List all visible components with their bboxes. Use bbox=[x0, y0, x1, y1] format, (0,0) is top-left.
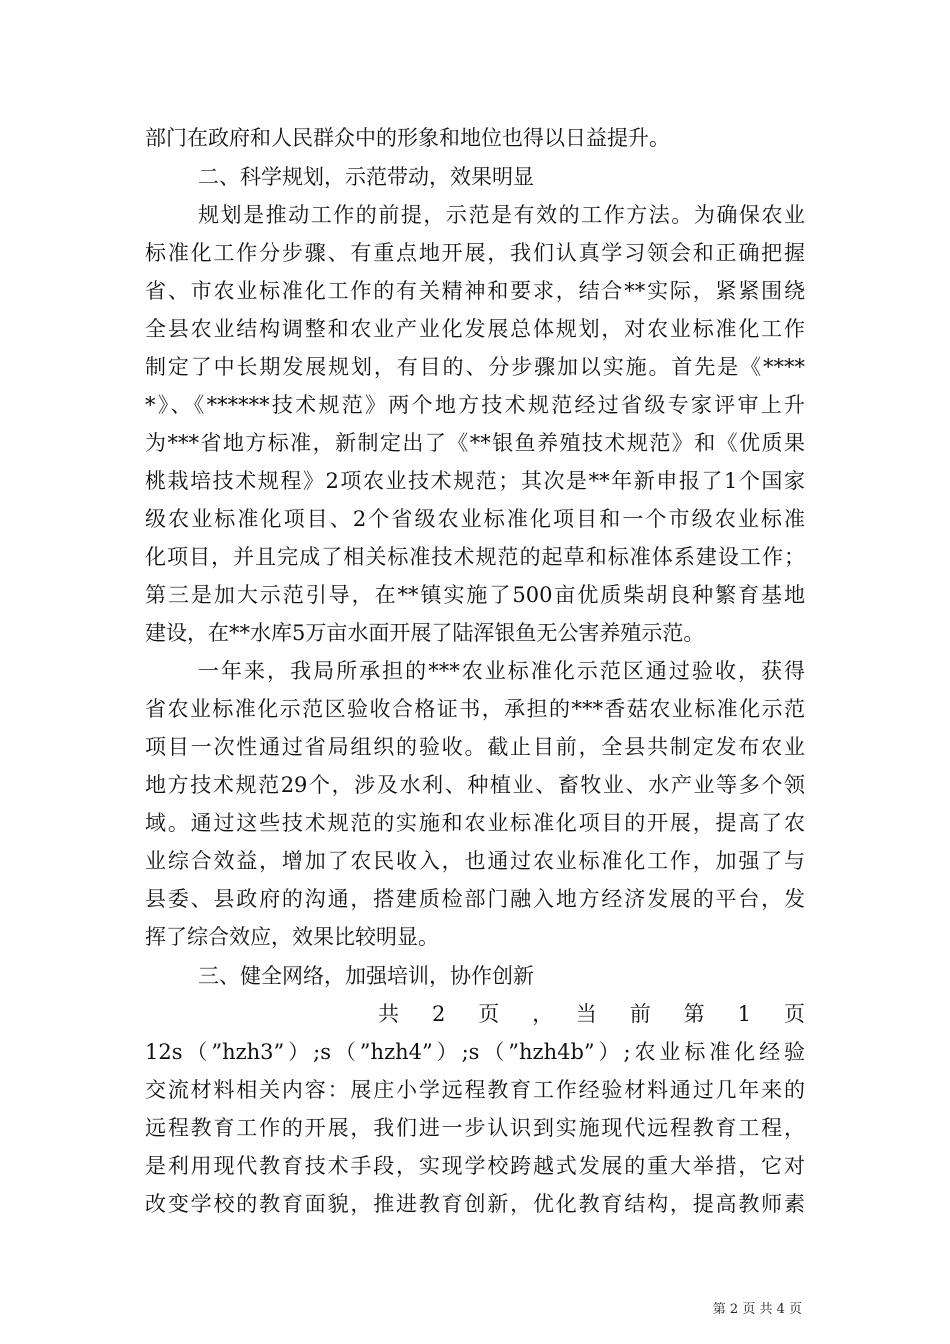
page-count-line: 共 2 页 ， 当 前 第 1 页 bbox=[378, 1002, 805, 1026]
text-line: 远程教育工作的开展，我们进一步认识到实施现代远程教育工程， bbox=[145, 1116, 805, 1140]
section-heading: 二、科学规划，示范带动，效果明显 bbox=[198, 165, 534, 189]
text-line: 部门在政府和人民群众中的形象和地位也得以日益提升。 bbox=[145, 126, 670, 150]
text-line: 第三是加大示范引导，在**镇实施了500亩优质柴胡良种繁育基地 bbox=[145, 583, 805, 607]
text-line: 化项目，并且完成了相关标准技术规范的起草和标准体系建设工作； bbox=[145, 545, 805, 569]
text-line: 为***省地方标准，新制定出了《**银鱼养殖技术规范》和《优质果 bbox=[145, 431, 805, 455]
text-line: 挥了综合效应，效果比较明显。 bbox=[145, 925, 439, 949]
text-line: 全县农业结构调整和农业产业化发展总体规划，对农业标准化工作 bbox=[145, 317, 805, 341]
text-line: 省、市农业标准化工作的有关精神和要求，结合**实际，紧紧围绕 bbox=[145, 279, 805, 303]
text-line: 标准化工作分步骤、有重点地开展，我们认真学习领会和正确把握 bbox=[145, 241, 805, 265]
text-line: 级农业标准化项目、2个省级农业标准化项目和一个市级农业标准 bbox=[145, 507, 805, 531]
text-line: 业综合效益，增加了农民收入，也通过农业标准化工作，加强了与 bbox=[145, 849, 805, 873]
text-line: 地方技术规范29个，涉及水利、种植业、畜牧业、水产业等多个领 bbox=[145, 773, 805, 797]
section-heading: 三、健全网络，加强培训，协作创新 bbox=[198, 964, 534, 988]
text-line: 桃栽培技术规程》2项农业技术规范；其次是**年新申报了1个国家 bbox=[145, 469, 805, 493]
text-line: 改变学校的教育面貌，推进教育创新，优化教育结构，提高教师素 bbox=[145, 1192, 805, 1216]
text-line: 交流材料相关内容：展庄小学远程教育工作经验材料通过几年来的 bbox=[145, 1078, 805, 1102]
text-line: 一年来，我局所承担的***农业标准化示范区通过验收，获得 bbox=[198, 659, 805, 683]
text-line: 建设，在**水库5万亩水面开展了陆浑银鱼无公害养殖示范。 bbox=[145, 621, 705, 645]
text-line: 制定了中长期发展规划，有目的、分步骤加以实施。首先是《**** bbox=[145, 355, 805, 379]
text-line: 规划是推动工作的前提，示范是有效的工作方法。为确保农业 bbox=[198, 203, 805, 227]
text-line: 域。通过这些技术规范的实施和农业标准化项目的开展，提高了农 bbox=[145, 811, 805, 835]
page-footer: 第 2 页 共 4 页 bbox=[712, 1302, 802, 1317]
text-line: *》、《******技术规范》两个地方技术规范经过省级专家评审上升 bbox=[145, 393, 805, 417]
text-line: 项目一次性通过省局组织的验收。截止目前，全县共制定发布农业 bbox=[145, 735, 805, 759]
text-line: 12s（”hzh3”）;s（”hzh4”）;s（”hzh4b”）;农业标准化经验 bbox=[145, 1040, 805, 1064]
text-line: 县委、县政府的沟通，搭建质检部门融入地方经济发展的平台，发 bbox=[145, 887, 805, 911]
text-line: 省农业标准化示范区验收合格证书，承担的***香菇农业标准化示范 bbox=[145, 697, 805, 721]
text-line: 是利用现代教育技术手段，实现学校跨越式发展的重大举措，它对 bbox=[145, 1154, 805, 1178]
